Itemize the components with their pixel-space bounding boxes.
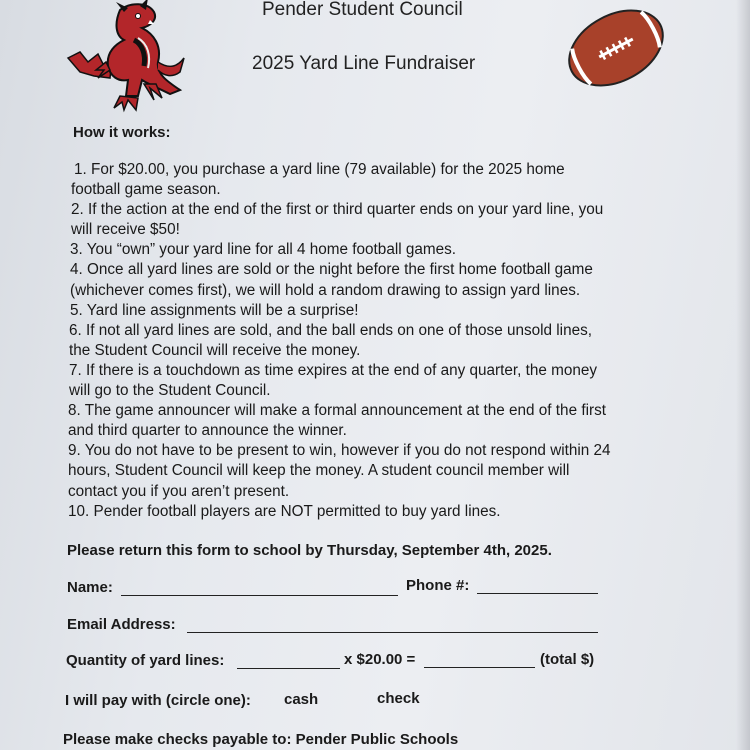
rule-line: 10. Pender football players are NOT permitted to buy yard lines. <box>68 502 501 520</box>
total-field[interactable] <box>424 667 535 668</box>
name-label: Name: <box>67 579 113 596</box>
rule-line: football game season. <box>71 181 221 199</box>
rule-line: 3. You “own” your yard line for all 4 home football games. <box>70 241 457 259</box>
rule-line: 8. The game announcer will make a formal announcement at the end of the first <box>68 402 606 420</box>
rules-list <box>68 160 678 522</box>
football-icon <box>563 0 669 96</box>
rule-line: 5. Yard line assignments will be a surprise! <box>70 301 359 319</box>
phone-label: Phone #: <box>406 577 470 594</box>
how-it-works-heading: How it works: <box>73 124 171 141</box>
rule-line: 7. If there is a touchdown as time expires at the end of any quarter, the money <box>69 361 598 379</box>
pay-option-check[interactable]: check <box>377 690 420 707</box>
phone-field[interactable] <box>477 593 598 594</box>
page-edge-shadow <box>736 0 750 750</box>
return-notice: Please return this form to school by Thursday, September 4th, 2025. <box>67 542 552 559</box>
rule-line: (whichever comes first), we will hold a random drawing to assign yard lines. <box>70 281 581 299</box>
price-multiplier: x $20.00 = <box>344 651 416 668</box>
rule-line: 6. If not all yard lines are sold, and the ball ends on one of those unsold lines, <box>69 321 592 339</box>
rule-line: 2. If the action at the end of the first or third quarter ends on your yard line, you <box>71 201 604 219</box>
dragon-mascot-icon <box>58 0 188 115</box>
rule-line: will receive $50! <box>71 221 180 239</box>
fundraiser-title: 2025 Yard Line Fundraiser <box>252 53 476 74</box>
rule-line: and third quarter to announce the winner. <box>68 422 347 440</box>
email-label: Email Address: <box>67 616 176 633</box>
rule-line: 1. For $20.00, you purchase a yard line (79 available) for the 2025 home <box>74 161 565 178</box>
payable-note: Please make checks payable to: Pender Public Schools <box>63 731 459 748</box>
quantity-field[interactable] <box>237 668 340 669</box>
quantity-label: Quantity of yard lines: <box>66 652 225 669</box>
name-field[interactable] <box>121 595 398 596</box>
rule-line: will go to the Student Council. <box>69 382 271 400</box>
rule-line: 9. You do not have to be present to win, however if you do not respond within 24 <box>68 442 611 460</box>
rule-line: the Student Council will receive the money. <box>69 341 361 359</box>
pay-option-cash[interactable]: cash <box>284 691 319 708</box>
council-title: Pender Student Council <box>262 0 463 20</box>
pay-label: I will pay with (circle one): <box>65 692 251 709</box>
rule-line: 4. Once all yard lines are sold or the night before the first home football game <box>70 261 593 279</box>
email-field[interactable] <box>187 632 598 633</box>
total-label: (total $) <box>540 651 595 668</box>
rule-line: contact you if you aren’t present. <box>68 482 290 500</box>
rule-line: hours, Student Council will keep the money. A student council member will <box>68 462 570 480</box>
